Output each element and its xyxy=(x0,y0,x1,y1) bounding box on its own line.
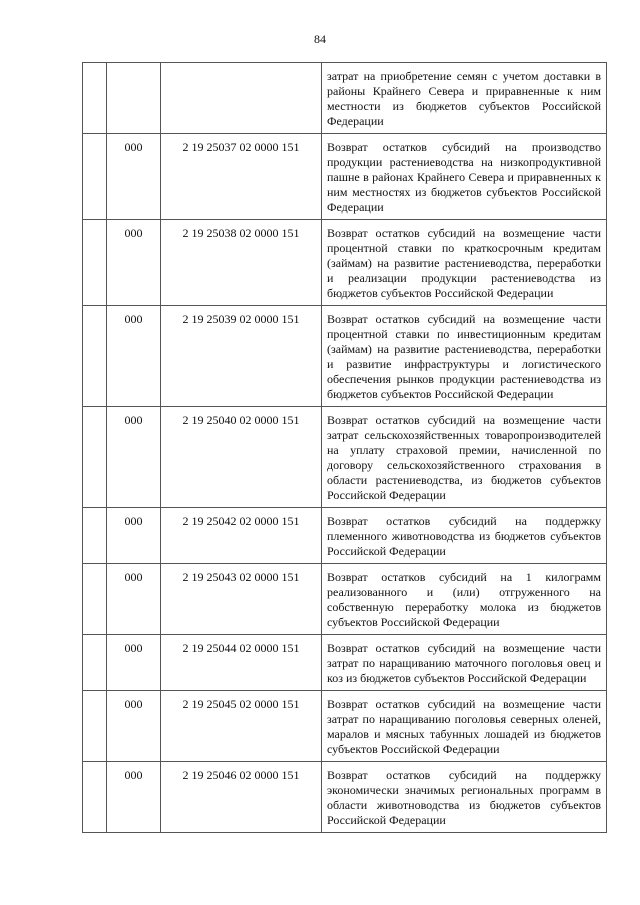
table-row xyxy=(83,564,607,635)
budget-classification-table xyxy=(82,62,607,833)
row-blank-cell xyxy=(83,762,107,833)
row-blank-cell xyxy=(83,63,107,134)
revenue-name-cell: Возврат остатков субсидий на поддержку племенного животноводства из бюджетов субъектов Российской Федерации xyxy=(322,508,607,564)
row-blank-cell xyxy=(83,407,107,508)
row-blank-cell xyxy=(83,220,107,306)
row-blank-cell xyxy=(83,564,107,635)
revenue-name-cell: затрат на приобретение семян с учетом доставки в районы Крайнего Севера и приравненные к ним местности из бюджетов субъектов Российской Федерации xyxy=(322,63,607,134)
revenue-name-cell: Возврат остатков субсидий на производство продукции растениеводства на низкопродуктивной пашне в районах Крайнего Севера и приравненных к ним местностях из бюджетов субъектов Российской Федерации xyxy=(322,134,607,220)
table-row xyxy=(83,220,607,306)
admin-code-cell xyxy=(107,63,161,134)
admin-code-cell: 000 xyxy=(107,306,161,407)
budget-code-cell xyxy=(161,63,322,134)
budget-code-cell: 2 19 25042 02 0000 151 xyxy=(161,508,322,564)
table-body xyxy=(83,63,607,833)
admin-code-cell: 000 xyxy=(107,564,161,635)
budget-code-cell: 2 19 25046 02 0000 151 xyxy=(161,762,322,833)
revenue-name-cell: Возврат остатков субсидий на возмещение части процентной ставки по инвестиционным кредитам (займам) на развитие растениеводства, переработки и развитие инфраструктуры и логистического обеспечения рынков продукции растениеводства из бюджетов субъектов Российской Федерации xyxy=(322,306,607,407)
admin-code-cell: 000 xyxy=(107,635,161,691)
revenue-name-cell: Возврат остатков субсидий на возмещение части затрат по наращиванию маточного поголовья овец и коз из бюджетов субъектов Российской Федерации xyxy=(322,635,607,691)
admin-code-cell: 000 xyxy=(107,762,161,833)
revenue-name-cell: Возврат остатков субсидий на возмещение части затрат по наращиванию поголовья северных оленей, маралов и мясных табунных лошадей из бюджетов субъектов Российской Федерации xyxy=(322,691,607,762)
admin-code-cell: 000 xyxy=(107,508,161,564)
admin-code-cell: 000 xyxy=(107,134,161,220)
table-row xyxy=(83,635,607,691)
budget-code-cell: 2 19 25037 02 0000 151 xyxy=(161,134,322,220)
admin-code-cell: 000 xyxy=(107,407,161,508)
table-row xyxy=(83,134,607,220)
table-row xyxy=(83,508,607,564)
revenue-name-cell: Возврат остатков субсидий на 1 килограмм реализованного и (или) отгруженного на собственную переработку молока из бюджетов субъектов Российской Федерации xyxy=(322,564,607,635)
page-number: 84 xyxy=(314,32,326,46)
budget-code-cell: 2 19 25043 02 0000 151 xyxy=(161,564,322,635)
admin-code-cell: 000 xyxy=(107,691,161,762)
row-blank-cell xyxy=(83,691,107,762)
row-blank-cell xyxy=(83,134,107,220)
revenue-name-cell: Возврат остатков субсидий на возмещение части процентной ставки по краткосрочным кредитам (займам) на развитие растениеводства, переработки и реализации продукции растениеводства из бюджетов субъектов Российской Федерации xyxy=(322,220,607,306)
table-row xyxy=(83,63,607,134)
budget-code-cell: 2 19 25044 02 0000 151 xyxy=(161,635,322,691)
row-blank-cell xyxy=(83,635,107,691)
table-row xyxy=(83,407,607,508)
table-row xyxy=(83,306,607,407)
budget-code-cell: 2 19 25038 02 0000 151 xyxy=(161,220,322,306)
revenue-name-cell: Возврат остатков субсидий на поддержку экономически значимых региональных программ в области животноводства из бюджетов субъектов Российской Федерации xyxy=(322,762,607,833)
row-blank-cell xyxy=(83,508,107,564)
row-blank-cell xyxy=(83,306,107,407)
table-row xyxy=(83,762,607,833)
budget-code-cell: 2 19 25040 02 0000 151 xyxy=(161,407,322,508)
admin-code-cell: 000 xyxy=(107,220,161,306)
revenue-name-cell: Возврат остатков субсидий на возмещение части затрат сельскохозяйственных товаропроизводителей на уплату страховой премии, начисленной по договору сельскохозяйственного страхования в области растениеводства, из бюджетов субъектов Российской Федерации xyxy=(322,407,607,508)
budget-code-cell: 2 19 25039 02 0000 151 xyxy=(161,306,322,407)
table-row xyxy=(83,691,607,762)
budget-code-cell: 2 19 25045 02 0000 151 xyxy=(161,691,322,762)
